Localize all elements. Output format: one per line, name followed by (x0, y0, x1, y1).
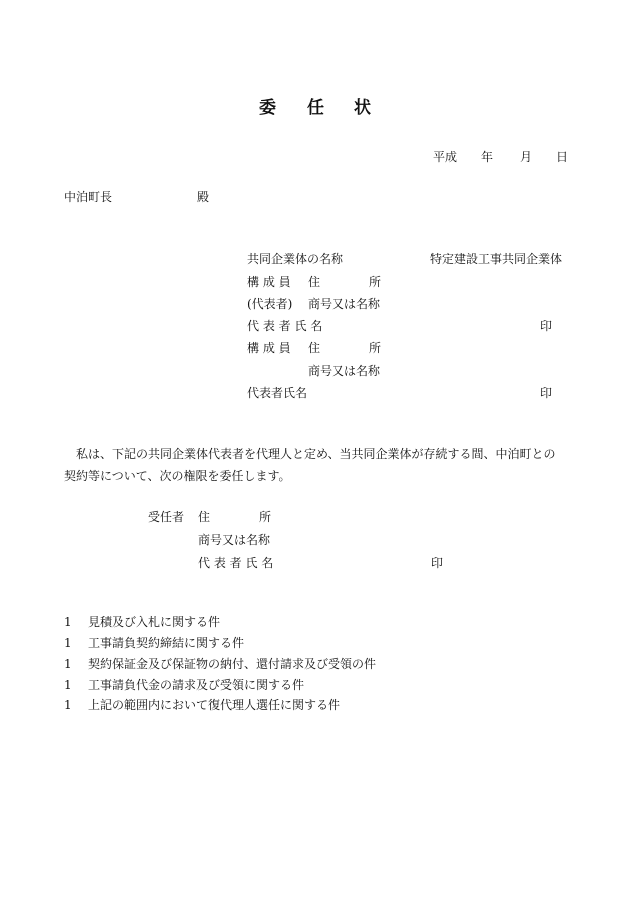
member2-seal: 印 (540, 386, 553, 400)
item-number: 1 (64, 678, 72, 692)
item-number: 1 (64, 615, 72, 629)
member1-company-label: 商号又は名称 (308, 297, 381, 311)
member1-seal: 印 (540, 319, 553, 333)
attorney-company-label: 商号又は名称 (198, 533, 271, 547)
body-text-line-1: 私は、下記の共同企業体代表者を代理人と定め、当共同企業体が存続する間、中泊町との (64, 447, 556, 461)
attorney-seal: 印 (431, 556, 444, 570)
item-number: 1 (64, 698, 72, 712)
item-text: 工事請負代金の請求及び受領に関する件 (88, 678, 305, 692)
member2-company-label: 商号又は名称 (308, 364, 381, 378)
item-number: 1 (64, 657, 72, 671)
member1-rep-note: (代表者) (247, 297, 293, 311)
recipient-honorific: 殿 (197, 190, 210, 204)
jv-name-value: 特定建設工事共同企業体 (430, 252, 563, 266)
item-text: 見積及び入札に関する件 (88, 615, 221, 629)
item-text: 上記の範囲内において復代理人選任に関する件 (88, 698, 341, 712)
date-year-unit: 年 (481, 150, 494, 164)
date-month-unit: 月 (520, 150, 533, 164)
member2-rep-name-label: 代表者氏名 (247, 386, 308, 400)
recipient-name: 中泊町長 (64, 190, 113, 204)
member2-address-label-1: 住 (308, 341, 321, 355)
member2-address-label-2: 所 (369, 341, 382, 355)
member2-label: 構 成 員 (247, 341, 291, 355)
item-text: 工事請負契約締結に関する件 (88, 636, 245, 650)
title-char-1: 委 (259, 98, 276, 118)
member1-address-label-1: 住 (308, 275, 321, 289)
title-char-3: 状 (354, 98, 371, 118)
attorney-address-label-1: 住 (198, 510, 211, 524)
date-day-unit: 日 (556, 150, 569, 164)
attorney-rep-name-label: 代 表 者 氏 名 (198, 556, 274, 570)
jv-name-label: 共同企業体の名称 (247, 252, 344, 266)
date-era: 平成 (433, 150, 458, 164)
attorney-label: 受任者 (148, 510, 185, 524)
item-number: 1 (64, 636, 72, 650)
member1-label: 構 成 員 (247, 275, 291, 289)
attorney-address-label-2: 所 (259, 510, 272, 524)
title-char-2: 任 (307, 98, 324, 118)
item-text: 契約保証金及び保証物の納付、還付請求及び受領の件 (88, 657, 377, 671)
member1-rep-name-label: 代 表 者 氏 名 (247, 319, 323, 333)
member1-address-label-2: 所 (369, 275, 382, 289)
body-text-line-2: 契約等について、次の権限を委任します。 (64, 469, 291, 483)
